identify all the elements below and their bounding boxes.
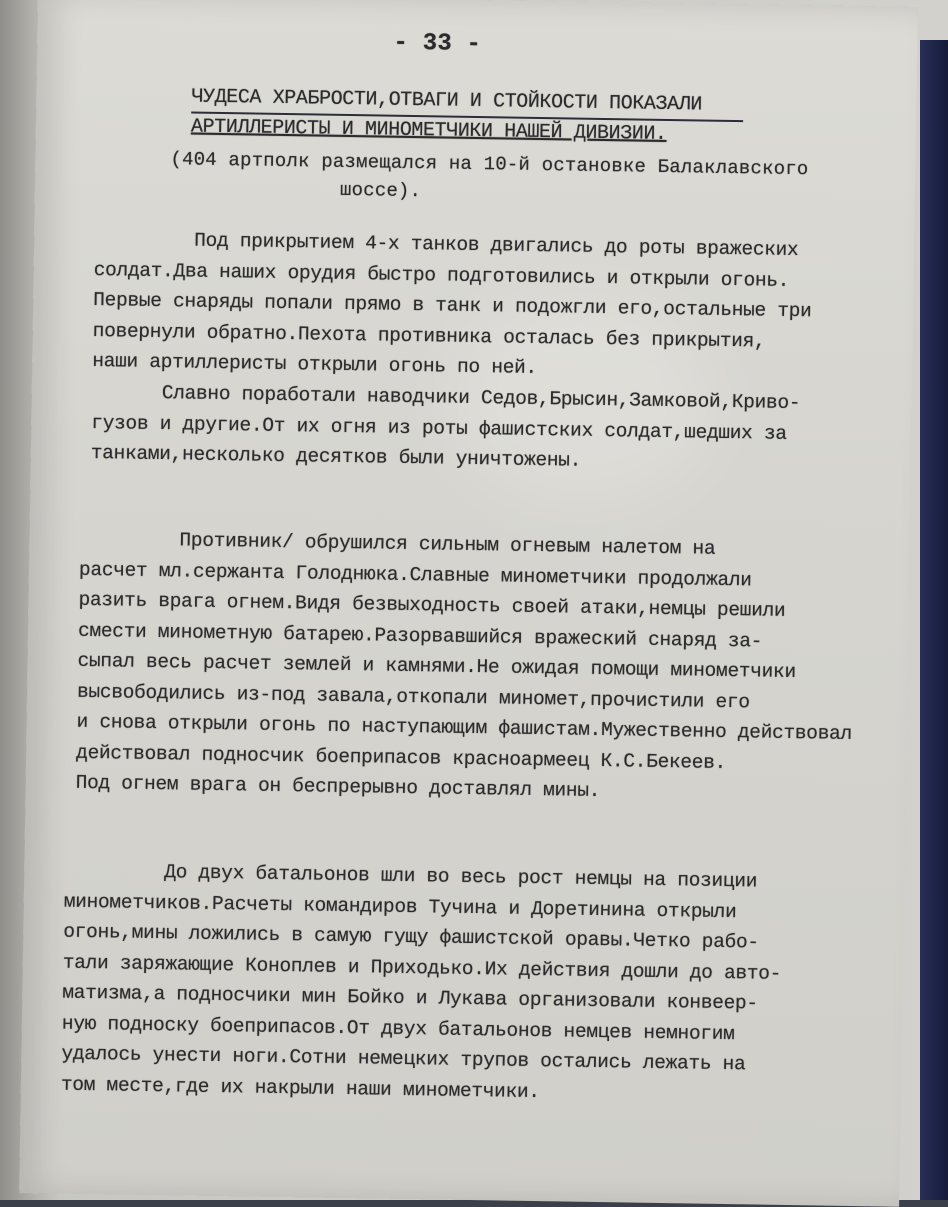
paragraph-line: Славно поработали наводчики Седов,Брысин,Замковой,Криво- (161, 382, 801, 415)
page-number: - 33 - (393, 29, 482, 59)
paragraph-line: сыпал весь расчет землей и камнями.Не ожидая помощи минометчики (77, 649, 796, 684)
paragraph-line: тали заряжающие Коноплев и Приходько.Их действия дошли до авто- (62, 951, 782, 985)
paragraph-line: гузов и другие.От их огня из роты фашистских солдат,шедших за (91, 411, 787, 445)
heading-line-2: АРТИЛЛЕРИСТЫ И МИНОМЕТЧИКИ НАШЕЙ ДИВИЗИИ. (190, 115, 667, 146)
paragraph-line: разить врага огнем.Видя безвыходность своей атаки,немцы решили (78, 588, 786, 622)
paragraph-2 (91, 377, 862, 481)
paragraph-line: До двух батальонов шли во весь рост немцы на позиции (164, 861, 758, 893)
subnote-line-2: шоссе). (339, 178, 422, 203)
paragraph-line: матизма,а подносчики мин Бойко и Лукава организовали конвеер- (62, 981, 758, 1015)
paragraph-line: повернули обратно.Пехота противника осталась без прикрытия, (92, 319, 766, 353)
paragraph-line: действовал подносчик боеприпасов красноармеец К.С.Бекеев. (75, 741, 727, 774)
paragraph-line: и снова открыли огонь по наступающим фашистам.Мужественно действовал (76, 710, 853, 745)
heading (191, 84, 792, 151)
paragraph-line: удалось унести ноги.Сотни немецких трупов остались лежать на (61, 1042, 746, 1076)
paragraph-line: смести минометную батарею.Разорвавшийся вражеский снаряд за- (77, 619, 763, 653)
typewritten-page (19, 0, 918, 1207)
paragraph-line: высвободились из-под завала,откопали миномет,прочистили его (76, 680, 750, 713)
paragraph-line: Под огнем врага он беспрерывно доставлял мины. (75, 771, 601, 803)
paragraph-line: огонь,мины ложились в самую гущу фашистской оравы.Четко рабо- (63, 920, 759, 954)
paragraph-line: минометчиков.Расчеты командиров Тучина и Доретинина открыли (63, 890, 737, 923)
paragraph-line: Под прикрытием 4-х танков двигались до роты вражеских (194, 229, 799, 262)
paragraph-line: расчет мл.сержанта Голоднюка.Славные минометчики продолжали (78, 558, 752, 591)
paragraph-1 (92, 224, 864, 389)
paragraph-line: том месте,где их накрыли наши минометчики. (60, 1073, 540, 1103)
paragraph-line: солдат.Два наших орудия быстро подготовились и открыли огонь. (93, 258, 790, 292)
paragraph-line: наши артиллеристы открыли огонь по ней. (92, 349, 538, 379)
paragraph-line: Первые снаряды попали прямо в танк и подожгли его,остальные три (93, 288, 812, 323)
paragraph-3 (75, 524, 853, 811)
paragraph-line: танками,несколько десятков были уничтожены. (90, 441, 582, 472)
heading-line-1: ЧУДЕСА ХРАБРОСТИ,ОТВАГИ И СТОЙКОСТИ ПОКАЗАЛИ (191, 84, 743, 123)
subnote-line-1: (404 артполк размещался на 10-й остановке Балаклавского (170, 148, 809, 181)
book-binding-edge (920, 40, 948, 1200)
paragraph-4 (61, 856, 835, 1112)
paragraph-line: ную подноску боеприпасов.От двух батальонов немцев немногим (61, 1012, 735, 1045)
paragraph-line: Противник/ обрушился сильным огневым налетом на (179, 529, 716, 560)
subnote (170, 145, 871, 212)
